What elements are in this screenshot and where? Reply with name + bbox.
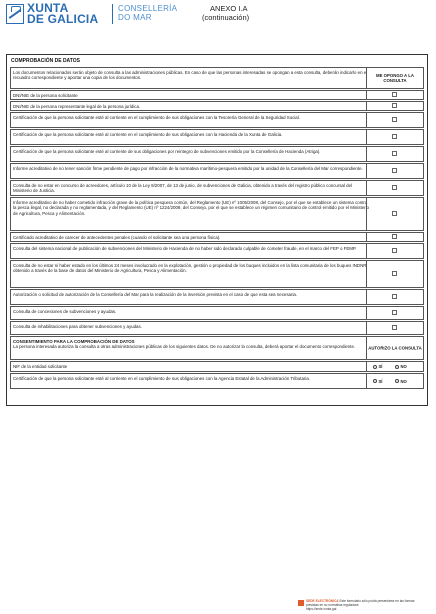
- verification-item-label: Autorización o solicitud de autorización de la Consellería del Mar para la realización de la inversión prevista en el caso de que esta sea necesaria.: [13, 291, 298, 297]
- verification-item-row: [10, 112, 424, 128]
- oppose-checkbox[interactable]: [392, 294, 397, 299]
- verification-item-label: Certificación de que la persona solicitante esté al corriente en el cumplimiento de sus obligaciones con la Hacienda de la Xunta de Galicia.: [13, 131, 283, 137]
- consent-title: CONSENTIMIENTO PARA LA COMPROBACIÓN DE DATOS: [13, 338, 135, 344]
- page-footer: [298, 598, 428, 610]
- verification-item-row: [10, 260, 424, 288]
- verification-item-row: [10, 289, 424, 305]
- consent-item-row: [10, 361, 424, 372]
- verification-item-row: [10, 243, 424, 259]
- oppose-checkbox[interactable]: [392, 103, 397, 108]
- authorize-yes-radio[interactable]: SÍ: [373, 379, 382, 384]
- annex-title: ANEXO I.A: [210, 4, 248, 13]
- dept-line-1: CONSELLERÍA: [118, 4, 178, 13]
- verification-item-row: [10, 306, 424, 320]
- oppose-checkbox[interactable]: [392, 271, 397, 276]
- annex-subtitle: (continuación): [202, 12, 250, 22]
- oppose-checkbox[interactable]: [392, 248, 397, 253]
- footer-brand: SEDE ELECTRÓNICA: [306, 599, 339, 603]
- consent-intro: La persona interesada autoriza la consulta a otras administraciones públicas de los siguientes datos. De no autorizar la consulta, deberá aportar el documento correspondiente.: [13, 344, 356, 350]
- data-verification-section: [6, 54, 428, 406]
- footer-url: https://sede.xunta.gal: [306, 607, 337, 611]
- verification-item-row: [10, 90, 424, 100]
- dept-line-2: DO MAR: [118, 13, 152, 22]
- verification-item-label: Certificado acreditativo de carecer de antecedentes penales (cuando el solicitante sea una persona física).: [13, 234, 221, 240]
- verification-item-label: Consulta de no estar en concurso de acreedores, artículo 10 de la Ley 9/2007, de 13 de junio, de subvenciones de Galicia, obtenido a través del registro público concursal del Ministerio de Justicia.: [13, 182, 353, 194]
- oppose-checkbox[interactable]: [392, 151, 397, 156]
- verification-intro: Los documentos relacionados serán objeto de consulta a las administraciones públicas. En caso de que las personas interesadas se opongan a esta consulta, deberán indicarlo en el recuadro correspondiente y aportar una copia de los documentos.: [13, 69, 368, 81]
- consent-item-label: Certificación de que la persona solicitante esté al corriente en el cumplimiento de sus obligaciones con la Agencia Estatal de la Administración Tributaria.: [13, 375, 311, 381]
- xunta-logo-icon: [6, 4, 24, 24]
- oppose-checkbox[interactable]: [392, 168, 397, 173]
- annex-label: [202, 5, 249, 22]
- page-header: [6, 1, 426, 26]
- consent-item-row: [10, 373, 424, 389]
- verification-item-label: Certificación de que la persona solicitante esté al corriente en el cumplimiento de sus obligaciones con la Tesorería General de la Seguridad Social.: [13, 114, 300, 120]
- logo-line-1: XUNTA: [27, 1, 69, 15]
- verification-item-row: [10, 146, 424, 162]
- verification-intro-row: [10, 67, 424, 89]
- logo-line-2: DE GALICIA: [27, 12, 99, 26]
- oppose-checkbox[interactable]: [392, 134, 397, 139]
- verification-item-label: Consulta de inhabilitaciones para obtener subvenciones y ayudas.: [13, 323, 142, 329]
- footer-text: [306, 599, 428, 611]
- verification-item-label: Informe acreditativo de no haber cometido infracción grave de la política pesquera común, del Reglamento (UE) nº 1005/2008, del Consejo, por el que se establece un sistema contra la pesca ilegal, no declarada y no reglamentada, y del Reglamento (UE) nº 1224/2009, del Consejo, por el que se establece un régimen comunitario de control emitido por el Ministerio de Agricultura, Pesca y Alimentación.: [13, 199, 369, 217]
- authorize-column-header: [366, 337, 423, 359]
- verification-item-label: Consulta de no estar ni haber estado en los últimos 24 meses involucrado en la explotación, gestión o propiedad de los buques incluidos en la lista comunitaria de los buques INDNR obtenido a través de la base de datos del Ministerio de Agricultura, Pesca y Alimentación.: [13, 262, 367, 274]
- verification-item-label: DNI/NIE de la persona solicitante: [13, 92, 78, 98]
- sede-electronica-icon: [298, 600, 304, 606]
- oppose-header-label: ME OPONGO A LA CONSULTA: [376, 73, 414, 83]
- oppose-checkbox[interactable]: [392, 211, 397, 216]
- oppose-checkbox[interactable]: [392, 234, 397, 239]
- verification-item-row: [10, 321, 424, 335]
- verification-item-label: DNI/NIE de la persona representante legal de la persona jurídica.: [13, 103, 141, 109]
- oppose-checkbox[interactable]: [392, 185, 397, 190]
- verification-item-row: [10, 197, 424, 231]
- consent-intro-block: [13, 339, 371, 351]
- verification-title: COMPROBACIÓN DE DATOS: [11, 58, 80, 64]
- footer-note: Este formulario sólo podrá presentarse en las formas previstas en su normativa reguladora: [306, 599, 415, 607]
- oppose-checkbox[interactable]: [392, 325, 397, 330]
- verification-item-row: [10, 232, 424, 242]
- verification-item-row: [10, 180, 424, 196]
- xunta-logo-text: [27, 3, 98, 25]
- department-name: [118, 4, 177, 22]
- verification-item-row: [10, 129, 424, 145]
- oppose-column-header: [366, 68, 423, 88]
- verification-item-label: Consulta del sistema nacional de publicación de subvenciones del Ministerio de Hacienda de no haber sido declarado culpable de cometer fraude, en el marco del FEP o FEMP.: [13, 245, 357, 251]
- oppose-checkbox[interactable]: [392, 310, 397, 315]
- verification-item-row: [10, 101, 424, 111]
- consent-intro-row: [10, 336, 424, 360]
- authorize-yes-radio[interactable]: SÍ: [373, 364, 382, 369]
- verification-item-label: Certificación de que la persona solicitante esté al corriente de sus obligaciones por reintegro de subvenciones emitido por la Consellería de Hacienda (Atriga).: [13, 148, 321, 154]
- consent-item-label: NIF de la entidad solicitante: [13, 363, 68, 369]
- verification-item-label: Informe acreditativo de no tener sanción firme pendiente de pago por infracción de la normativa marítimo-pesquera emitido por la unidad de la Consellería del Mar correspondiente.: [13, 165, 363, 171]
- verification-item-label: Consulta de concesiones de subvenciones y ayudas.: [13, 308, 117, 314]
- logo-separator: [112, 4, 113, 24]
- authorize-no-radio[interactable]: NO: [395, 379, 407, 384]
- authorize-header-label: AUTORIZO LA CONSULTA: [368, 345, 422, 351]
- authorize-no-radio[interactable]: NO: [395, 364, 407, 369]
- verification-item-row: [10, 163, 424, 179]
- oppose-checkbox[interactable]: [392, 117, 397, 122]
- oppose-checkbox[interactable]: [392, 92, 397, 97]
